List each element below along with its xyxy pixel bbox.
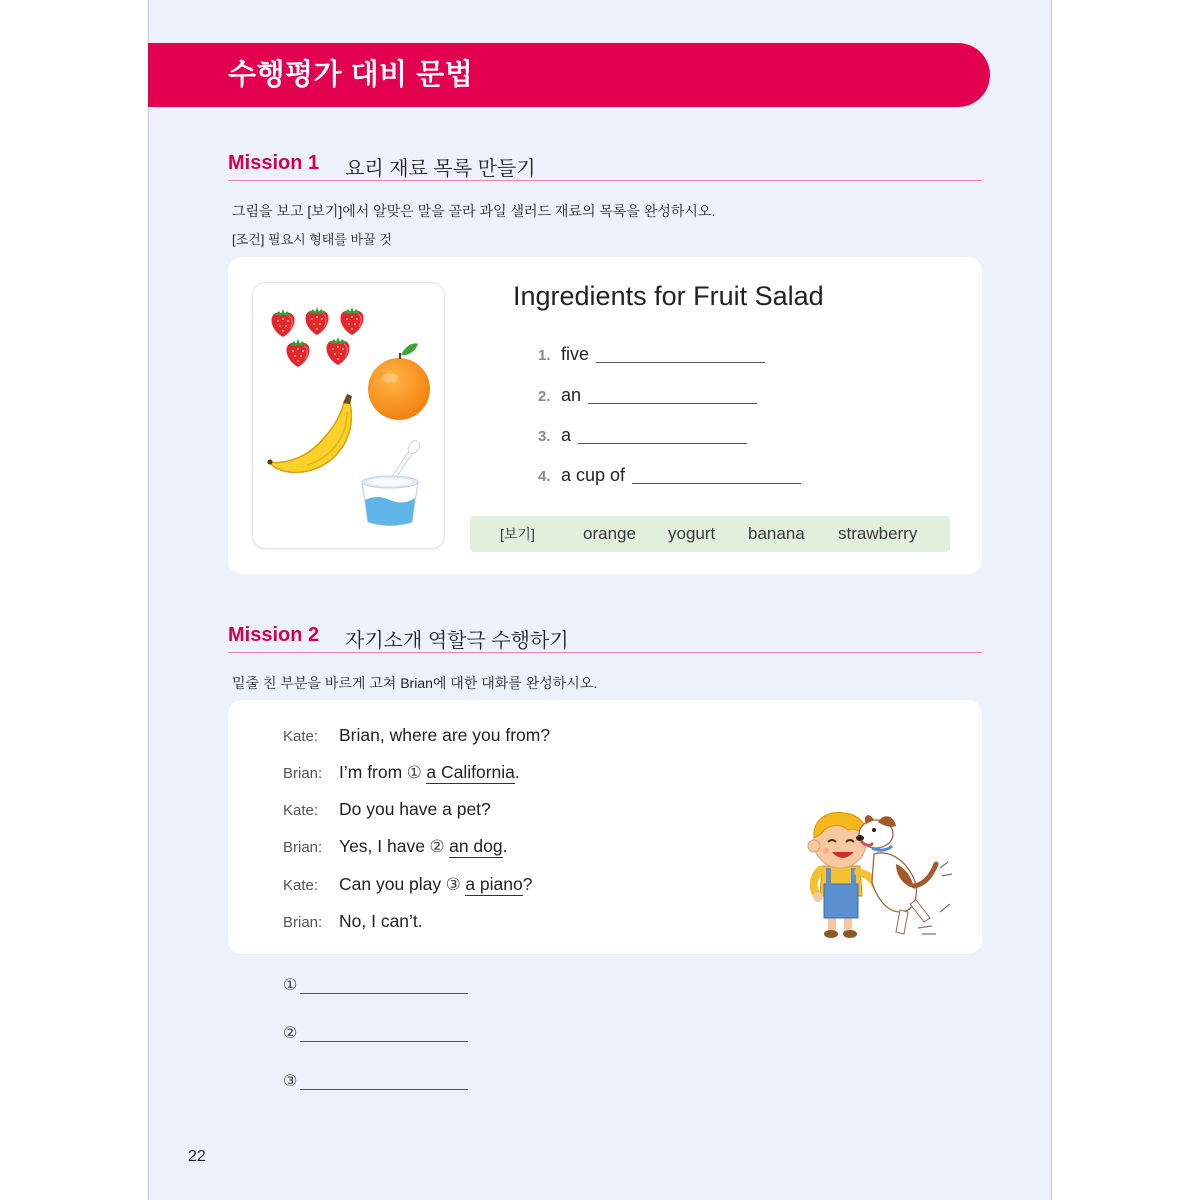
answer-blank [632, 465, 801, 484]
utterance-end: ? [522, 874, 533, 894]
utterance: Yes, I have [339, 836, 425, 856]
strawberry-image [340, 307, 363, 335]
mission1-label: Mission 1 [228, 152, 320, 174]
error-marker: ① [406, 763, 422, 782]
dialogue-line [283, 759, 520, 785]
answer-row [283, 974, 468, 998]
ingredient-item [538, 463, 801, 487]
strawberry-image [286, 339, 309, 367]
option-word: orange [583, 524, 636, 543]
mission2-label: Mission 2 [228, 624, 320, 646]
answer-blank [300, 1071, 468, 1090]
speaker-label: Brian: [283, 839, 323, 856]
answer-row [283, 1070, 468, 1094]
strawberry-image [305, 307, 328, 335]
speaker-label: Kate: [283, 877, 319, 894]
answer-marker: ② [283, 1025, 298, 1042]
mission1-condition: [조건] 필요시 형태를 바꿀 것 [232, 232, 392, 247]
section-title: 수행평가 대비 문법 [228, 59, 474, 91]
item-text: an [561, 385, 582, 405]
ingredients-list-title: Ingredients for Fruit Salad [513, 281, 824, 311]
word-options-box [470, 516, 950, 552]
mission2-heading [228, 620, 982, 653]
answer-marker: ① [283, 977, 298, 994]
item-number: 4. [538, 468, 551, 485]
utterance: Do you have a pet? [339, 799, 491, 819]
item-number: 3. [538, 428, 551, 445]
item-text: a cup of [561, 465, 626, 485]
strawberry-image [326, 337, 349, 365]
mission1-instruction: 그림을 보고 [보기]에서 알맞은 말을 골라 과일 샐러드 재료의 목록을 완성하시오. [232, 203, 716, 219]
ingredient-item [538, 342, 765, 366]
item-text: a [561, 425, 572, 445]
mission1-card [228, 257, 982, 574]
fruit-picture-panel [252, 282, 445, 549]
mission2-title: 자기소개 역할극 수행하기 [345, 630, 569, 652]
mission1-heading [228, 148, 982, 181]
strawberry-image [271, 309, 294, 337]
answer-blank [300, 975, 468, 994]
option-word: yogurt [668, 524, 716, 543]
answer-blank [300, 1023, 468, 1042]
speaker-label: Kate: [283, 802, 319, 819]
item-number: 1. [538, 347, 551, 364]
error-marker: ③ [445, 875, 461, 894]
answer-blank [578, 425, 747, 444]
ingredient-item [538, 383, 757, 407]
dialogue-line [283, 796, 491, 822]
utterance: I’m from [339, 762, 403, 782]
banana-image [268, 394, 353, 472]
error-marker: ② [429, 837, 445, 856]
ingredient-item [538, 423, 747, 447]
item-text: five [561, 344, 590, 364]
dialogue-line [283, 908, 423, 934]
utterance: No, I can’t. [339, 911, 423, 931]
mission2-instruction: 밑줄 친 부분을 바르게 고쳐 Brian에 대한 대화를 완성하시오. [232, 675, 598, 691]
underlined-error: a piano [465, 874, 523, 894]
answer-marker: ③ [283, 1073, 298, 1090]
fruit-illustration [252, 282, 445, 549]
page-number: 22 [188, 1148, 206, 1165]
boy-and-dog-illustration [800, 804, 962, 942]
orange-image [368, 343, 430, 420]
speaker-label: Kate: [283, 728, 319, 745]
section-banner [148, 43, 990, 107]
dialogue-line [283, 833, 508, 859]
option-word: banana [748, 524, 805, 543]
utterance-end: . [514, 762, 520, 782]
utterance: Brian, where are you from? [339, 725, 551, 745]
utterance-end: . [502, 836, 508, 856]
underlined-error: an dog [449, 836, 503, 856]
item-number: 2. [538, 388, 551, 405]
speaker-label: Brian: [283, 765, 323, 782]
answer-blank [596, 344, 765, 363]
options-label: [보기] [500, 526, 535, 542]
utterance: Can you play [339, 874, 442, 894]
option-word: strawberry [838, 524, 918, 543]
yogurt-image [362, 438, 422, 525]
mission2-card [228, 700, 982, 954]
mission1-title: 요리 재료 목록 만들기 [345, 158, 536, 180]
answer-blank [588, 385, 757, 404]
dialogue-line [283, 722, 550, 748]
dialogue-line [283, 871, 532, 897]
underlined-error: a California [426, 762, 515, 782]
speaker-label: Brian: [283, 914, 323, 931]
answer-row [283, 1022, 468, 1046]
